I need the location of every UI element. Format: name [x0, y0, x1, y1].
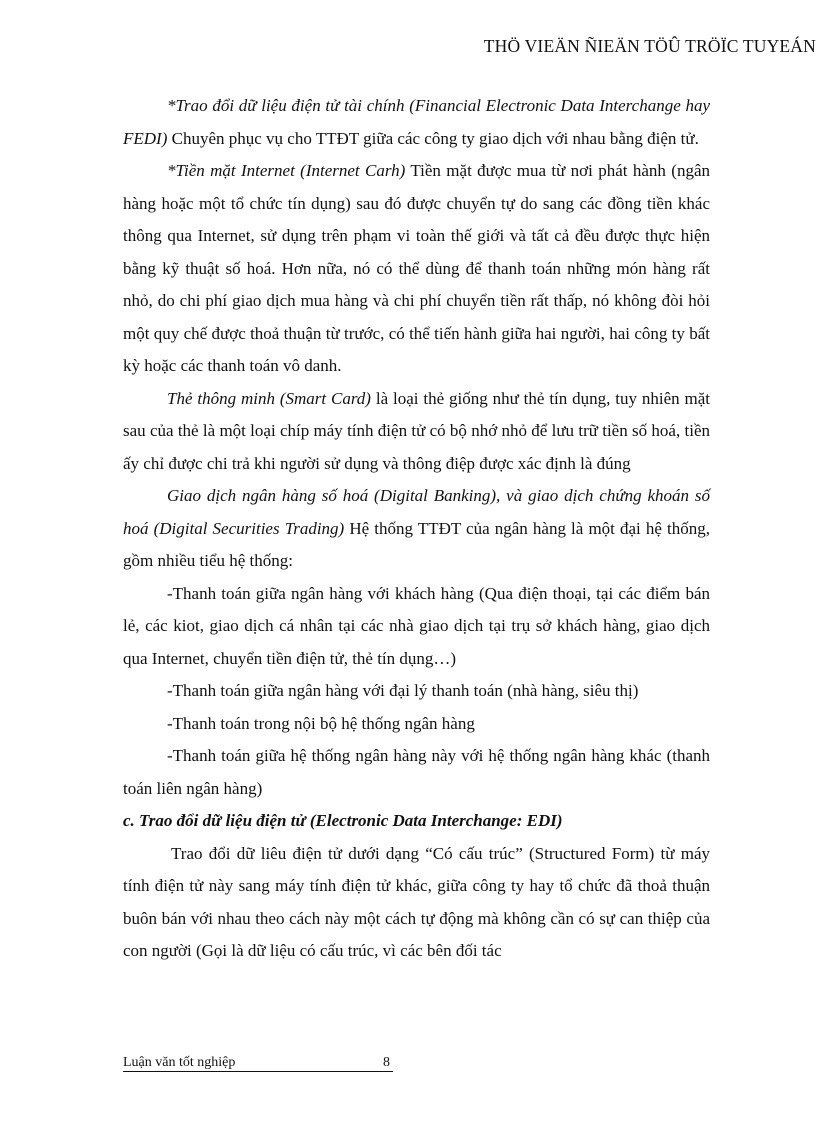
paragraph-text: Chuyên phục vụ cho TTĐT giữa các công ty giao dịch với nhau bằng điện tử. [167, 128, 699, 148]
page-footer [123, 1055, 393, 1072]
page-number: 8 [383, 1055, 390, 1070]
list-item: -Thanh toán giữa hệ thống ngân hàng này với hệ thống ngân hàng khác (thanh toán liên ngân hàng) [123, 746, 710, 798]
paragraph-text: là loại thẻ giống như thẻ tín dụng, tuy nhiên mặt sau của thẻ là một loại chíp máy tính điện tử có bộ nhớ nhỏ để lưu trữ tiền số hoá, tiền ấy chỉ được chi trả khi người sử dụng và thông điệp được xác định là đúng [123, 388, 710, 473]
running-header: THÖ VIEÄN ÑIEÄN TÖÛ TRÖÏC TUYEÁN [483, 36, 816, 56]
term-smart-card: Thẻ thông minh (Smart Card) [167, 388, 371, 408]
footer-label: Luận văn tốt nghiệp [123, 1055, 236, 1070]
paragraph-text: Hệ thống TTĐT của ngân hàng là một đại hệ thống, gồm nhiều tiểu hệ thống: [123, 518, 711, 570]
term-internet-cash: *Tiền mặt Internet (Internet Carh) [167, 161, 406, 180]
paragraph-internet-cash [123, 155, 710, 383]
section-heading: c. Trao đổi dữ liệu điện tử (Electronic Data Interchange: EDI) [123, 811, 563, 830]
paragraph-smart-card [123, 383, 710, 481]
list-item: -Thanh toán trong nội bộ hệ thống ngân hàng [167, 713, 475, 733]
list-item: -Thanh toán giữa ngân hàng với khách hàng (Qua điện thoại, tại các điểm bán lẻ, các kiot, giao dịch cá nhân tại các nhà giao dịch tại trụ sở khách hàng, giao dịch qua Internet, chuyển tiền điện tử, thẻ tín dụng…) [123, 583, 710, 668]
page-body [123, 90, 710, 968]
list-item: -Thanh toán giữa ngân hàng với đại lý thanh toán (nhà hàng, siêu thị) [167, 681, 639, 700]
paragraph-edi: Trao đổi dữ liêu điện tử dưới dạng “Có cấu trúc” (Structured Form) từ máy tính điện tử này sang máy tính điện tử khác, giữa công ty hay tổ chức đã thoả thuận buôn bán với nhau theo cách này một cách tự động mà không cần có sự can thiệp của con người (Gọi là dữ liệu có cấu trúc, vì các bên đối tác [123, 843, 710, 960]
paragraph-fedi [123, 90, 710, 155]
paragraph-text: Tiền mặt được mua từ nơi phát hành (ngân hàng hoặc một tổ chức tín dụng) sau đó được chuyển tự do sang các đồng tiền khác thông qua Internet, sử dụng trên phạm vi toàn thế giới và tất cả đều được thực hiện bằng kỹ thuật số hoá. Hơn nữa, nó có thể dùng để thanh toán những món hàng rất nhỏ, do chi phí giao dịch mua hàng và chi phí chuyển tiền rất thấp, nó không đòi hỏi một quy chế được thoả thuận từ trước, có thể tiến hành giữa hai người, hai công ty bất kỳ hoặc các thanh toán vô danh. [123, 161, 710, 375]
paragraph-digital-banking [123, 480, 710, 578]
term-fedi: *Trao đổi dữ liệu điện tử tài chính (Financial Electronic Data Interchange hay FEDI) [123, 96, 710, 148]
term-digital-banking: Giao dịch ngân hàng số hoá (Digital Banking), và giao dịch chứng khoán số hoá (Digital Securities Trading) [123, 486, 710, 538]
